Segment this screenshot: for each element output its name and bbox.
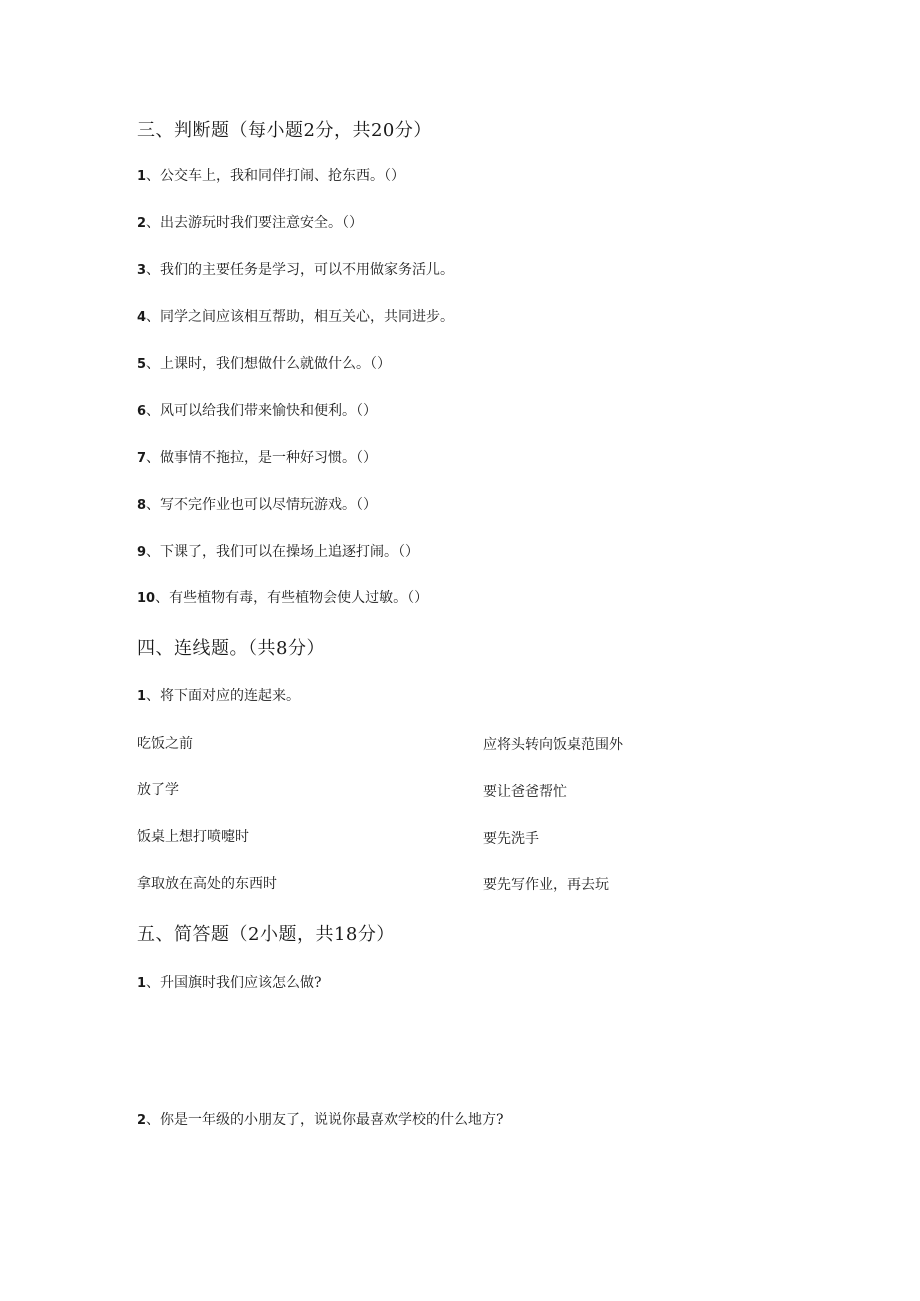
short-answer-item-1	[137, 972, 322, 992]
section-3-title: 三、判断题（每小题2分，共20分）	[137, 120, 432, 141]
match-right-item-1: 应将头转向饭桌范围外	[483, 737, 623, 753]
item-text: 、公交车上，我和同伴打闹、抢东西。（）	[146, 168, 406, 184]
item-text: 、你是一年级的小朋友了，说说你最喜欢学校的什么地方?	[146, 1112, 504, 1128]
item-number: 3	[137, 263, 147, 278]
item-number: 4	[137, 310, 147, 325]
item-text: 、同学之间应该相互帮助，相互关心，共同进步。	[146, 309, 455, 325]
judge-item-6	[137, 400, 377, 420]
section-4-title: 四、连线题。（共8分）	[137, 638, 325, 659]
item-text: 、出去游玩时我们要注意安全。（）	[146, 215, 364, 231]
judge-item-4	[137, 306, 454, 326]
match-right-item-2: 要让爸爸帮忙	[483, 784, 567, 800]
matching-instruction	[137, 685, 300, 705]
item-number: 1	[137, 689, 147, 704]
item-number: 7	[137, 451, 147, 466]
item-text: 、上课时，我们想做什么就做什么。（）	[146, 356, 392, 372]
item-text: 、有些植物有毒，有些植物会使人过敏。（）	[155, 590, 429, 606]
item-text: 、我们的主要任务是学习，可以不用做家务活儿。	[146, 262, 455, 278]
judge-item-7	[137, 447, 377, 467]
item-text: 、下课了，我们可以在操场上追逐打闹。（）	[146, 544, 420, 560]
item-text: 、将下面对应的连起来。	[146, 688, 301, 704]
judge-item-10	[137, 587, 428, 607]
match-left-item-2: 放了学	[137, 782, 179, 798]
item-number: 2	[137, 216, 147, 231]
item-text: 、做事情不拖拉，是一种好习惯。（）	[146, 450, 378, 466]
judge-item-8	[137, 494, 377, 514]
judge-item-3	[137, 259, 454, 279]
match-left-item-1: 吃饭之前	[137, 736, 193, 752]
item-number: 5	[137, 357, 147, 372]
match-left-item-4: 拿取放在高处的东西时	[137, 876, 277, 892]
item-number: 6	[137, 404, 147, 419]
match-left-item-3: 饭桌上想打喷嚏时	[137, 829, 249, 845]
item-text: 、写不完作业也可以尽情玩游戏。（）	[146, 497, 378, 513]
match-right-item-3: 要先洗手	[483, 831, 539, 847]
item-number: 1	[137, 169, 147, 184]
short-answer-item-2	[137, 1109, 504, 1129]
judge-item-9	[137, 541, 419, 561]
section-5-title: 五、简答题（2小题，共18分）	[137, 924, 395, 945]
item-number: 10	[137, 591, 156, 606]
item-text: 、升国旗时我们应该怎么做?	[146, 975, 322, 991]
item-number: 1	[137, 976, 147, 991]
judge-item-2	[137, 212, 363, 232]
judge-item-1	[137, 165, 405, 185]
item-text: 、风可以给我们带来愉快和便利。（）	[146, 403, 378, 419]
match-right-item-4: 要先写作业，再去玩	[483, 877, 609, 893]
item-number: 9	[137, 545, 147, 560]
item-number: 2	[137, 1113, 147, 1128]
item-number: 8	[137, 498, 147, 513]
judge-item-5	[137, 353, 391, 373]
